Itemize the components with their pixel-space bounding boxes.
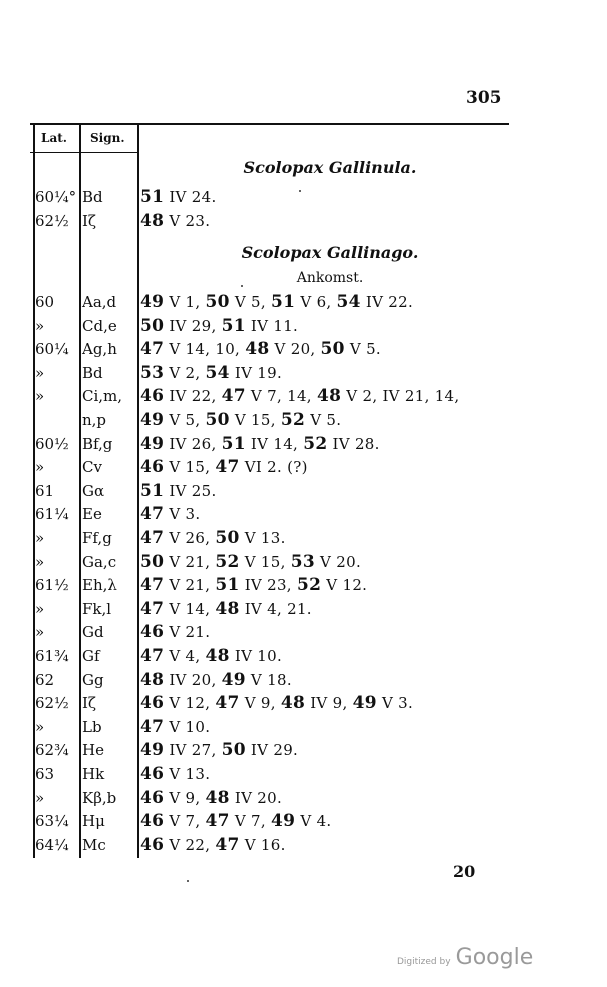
year-number: 52 (280, 410, 306, 430)
sign-cell: Gα (82, 481, 105, 500)
year-number: 50 (205, 410, 230, 430)
record-cell (140, 574, 367, 596)
date-text: IV 22. (360, 293, 414, 311)
date-text: V 6, (295, 293, 337, 311)
date-text: V 7, (229, 812, 272, 831)
year-number: 49 (140, 292, 165, 312)
record-cell (140, 362, 282, 384)
date-text: IV 11. (245, 316, 299, 335)
year-number: 46 (140, 811, 165, 832)
year-number: 46 (140, 693, 165, 714)
date-text: V 26, (164, 529, 216, 547)
year-number: 49 (140, 433, 165, 454)
record-cell (140, 480, 217, 502)
latitude-cell: » (35, 599, 45, 618)
record-cell (140, 315, 298, 337)
sign-cell: Iζ (82, 211, 97, 230)
year-number: 48 (140, 669, 165, 690)
sign-cell: Aa,d (82, 293, 117, 311)
year-number: 51 (140, 187, 165, 207)
digitized-watermark (397, 945, 533, 970)
record-cell (140, 834, 286, 856)
record-cell (140, 456, 308, 478)
year-number: 46 (140, 622, 165, 643)
year-number: 47 (140, 716, 165, 737)
record-cell (140, 385, 459, 407)
year-number: 50 (215, 528, 240, 548)
column-divider-right (137, 124, 139, 858)
date-text: V 2, (164, 363, 206, 382)
record-cell (140, 291, 413, 313)
year-number: 47 (221, 386, 246, 407)
year-number: 47 (140, 646, 165, 666)
sign-cell: Ci,m, (82, 387, 123, 406)
sign-cell: He (82, 741, 104, 760)
year-number: 46 (140, 787, 165, 808)
record-cell (140, 763, 210, 785)
date-text: V 5. (305, 411, 342, 429)
year-number: 46 (140, 386, 165, 407)
column-divider-middle (79, 124, 81, 858)
record-cell (140, 669, 292, 691)
date-text: V 14, 10, (164, 340, 246, 359)
sign-cell: Hμ (82, 812, 105, 831)
year-number: 53 (290, 551, 315, 572)
record-cell (140, 338, 381, 360)
date-text: V 4, (164, 647, 206, 665)
sign-cell: n,p (82, 411, 107, 429)
date-text: IV 23, (239, 576, 297, 595)
record-cell (140, 739, 298, 761)
date-text: V 2, IV 21, 14, (341, 387, 460, 406)
latitude-cell: 61 (35, 481, 55, 500)
section-subheading: Ankomst. (296, 270, 364, 286)
year-number: 51 (140, 480, 165, 501)
date-text: V 23. (164, 211, 211, 230)
date-text: V 20. (314, 552, 362, 571)
year-number: 53 (140, 362, 165, 383)
year-number: 50 (205, 292, 230, 312)
date-text: IV 4, 21. (239, 599, 312, 618)
signature-number: 20 (453, 862, 476, 881)
sign-cell: Cv (82, 458, 102, 477)
latitude-cell: 63¼ (35, 812, 69, 831)
sign-cell: Gd (82, 623, 104, 642)
latitude-cell: 63 (35, 765, 55, 783)
column-header-lat: Lat. (41, 131, 67, 145)
date-text: V 13. (239, 529, 286, 547)
latitude-cell: 60 (35, 293, 55, 311)
year-number: 48 (316, 386, 342, 407)
date-text: V 18. (245, 670, 292, 689)
sign-cell: Iζ (82, 694, 97, 713)
record-cell (140, 787, 282, 809)
date-text: V 5, (229, 293, 272, 311)
date-text: IV 22, (164, 387, 222, 406)
latitude-cell: 64¼ (35, 835, 69, 854)
year-number: 52 (303, 433, 328, 454)
date-text: V 10. (164, 717, 211, 736)
latitude-cell: 60¼° (35, 188, 77, 206)
year-number: 50 (140, 315, 165, 336)
date-text: V 5, (164, 411, 206, 429)
date-text: V 15, (164, 458, 216, 477)
date-text: V 13. (164, 765, 211, 783)
year-number: 54 (205, 362, 230, 383)
table-top-rule (30, 123, 509, 125)
sign-cell: Bf,g (82, 434, 113, 453)
year-number: 50 (221, 740, 246, 761)
record-cell (140, 210, 210, 232)
year-number: 48 (205, 646, 230, 666)
digitized-by-text: Digitized by (397, 957, 451, 967)
year-number: 49 (352, 693, 377, 714)
year-number: 51 (215, 575, 240, 596)
year-number: 47 (140, 339, 165, 360)
sign-cell: Ag,h (82, 340, 117, 359)
date-text: IV 28. (327, 434, 380, 453)
latitude-cell: 62¾ (35, 741, 69, 760)
sign-cell: Lb (82, 717, 102, 736)
date-text: V 1, (164, 293, 206, 311)
google-logo: Google (455, 945, 534, 970)
latitude-cell: » (35, 316, 45, 335)
record-cell (140, 433, 380, 455)
page-number: 305 (466, 88, 502, 108)
date-text: V 4. (295, 812, 332, 831)
date-text: IV 20. (229, 788, 283, 807)
date-text: V 3. (376, 694, 414, 713)
date-text: IV 20, (164, 670, 222, 689)
record-cell (140, 551, 361, 573)
year-number: 49 (140, 410, 165, 430)
year-number: 47 (215, 693, 240, 714)
latitude-cell: » (35, 387, 45, 406)
year-number: 49 (140, 740, 165, 761)
year-number: 49 (221, 669, 246, 690)
date-text: V 21, (164, 576, 216, 595)
date-text: IV 27, (164, 741, 222, 760)
latitude-cell: » (35, 458, 45, 477)
latitude-cell: 61¾ (35, 647, 69, 665)
sign-cell: Ee (82, 505, 102, 524)
year-number: 46 (140, 457, 165, 478)
year-number: 48 (280, 693, 306, 714)
year-number: 54 (336, 292, 361, 312)
year-number: 51 (271, 292, 296, 312)
latitude-cell: » (35, 552, 45, 571)
year-number: 47 (140, 528, 165, 548)
latitude-cell: » (35, 623, 45, 642)
latitude-cell: 62 (35, 670, 55, 689)
record-cell (140, 409, 341, 431)
sign-cell: Gg (82, 670, 104, 689)
record-cell (140, 810, 331, 832)
date-text: IV 10. (229, 647, 283, 665)
sign-cell: Cd,e (82, 316, 117, 335)
species-heading: Scolopax Gallinula. (243, 158, 417, 177)
latitude-cell: 61½ (35, 576, 69, 595)
year-number: 48 (205, 787, 230, 808)
date-text: IV 29, (164, 316, 222, 335)
latitude-cell: 61¼ (35, 505, 69, 524)
year-number: 51 (221, 315, 246, 336)
date-text: V 3. (164, 505, 201, 524)
speck (241, 285, 243, 287)
year-number: 49 (271, 811, 296, 832)
date-text: V 21. (164, 623, 211, 642)
latitude-cell: » (35, 529, 45, 547)
speck (299, 190, 301, 192)
date-text: IV 9, (305, 694, 353, 713)
latitude-cell: 62½ (35, 694, 69, 713)
sign-cell: Eh,λ (82, 576, 117, 595)
date-text: V 7, 14, (245, 387, 317, 406)
sign-cell: Hk (82, 765, 105, 783)
date-text: V 7, (164, 812, 206, 831)
record-cell (140, 186, 217, 208)
record-cell (140, 503, 200, 525)
sign-cell: Ga,c (82, 552, 117, 571)
sign-cell: Gf (82, 647, 100, 665)
date-text: V 9, (239, 694, 281, 713)
year-number: 47 (215, 834, 240, 855)
year-number: 47 (205, 811, 230, 832)
date-text: IV 25. (164, 481, 217, 500)
year-number: 50 (140, 551, 165, 572)
date-text: V 14, (164, 599, 216, 618)
sign-cell: Ff,g (82, 529, 112, 547)
year-number: 46 (140, 764, 165, 784)
record-cell (140, 527, 286, 549)
date-text: V 21, (164, 552, 216, 571)
record-cell (140, 645, 282, 667)
year-number: 47 (140, 598, 165, 619)
sign-cell: Bd (82, 188, 103, 206)
date-text: IV 29. (245, 741, 299, 760)
year-number: 48 (140, 210, 165, 231)
date-text: V 12, (164, 694, 216, 713)
year-number: 48 (215, 598, 240, 619)
record-cell (140, 716, 210, 738)
record-cell (140, 621, 210, 643)
date-text: IV 19. (229, 363, 283, 382)
date-text: V 5. (344, 340, 381, 359)
year-number: 51 (221, 433, 246, 454)
year-number: 46 (140, 834, 165, 855)
year-number: 47 (215, 457, 240, 478)
date-text: VI 2. (?) (239, 458, 308, 477)
date-text: V 15, (229, 411, 281, 429)
date-text: V 9, (164, 788, 206, 807)
year-number: 47 (140, 504, 165, 525)
header-rule (30, 152, 137, 153)
date-text: IV 26, (164, 434, 222, 453)
latitude-cell: 60¼ (35, 340, 69, 359)
date-text: V 15, (239, 552, 291, 571)
latitude-cell: 60½ (35, 434, 69, 453)
latitude-cell: » (35, 788, 45, 807)
latitude-cell: » (35, 363, 45, 382)
latitude-cell: 62½ (35, 211, 69, 230)
date-text: V 22, (164, 835, 216, 854)
record-cell (140, 692, 413, 714)
year-number: 48 (245, 339, 270, 360)
species-heading: Scolopax Gallinago. (241, 243, 419, 262)
date-text: V 16. (239, 835, 286, 854)
sign-cell: Mc (82, 835, 106, 854)
year-number: 47 (140, 575, 165, 596)
date-text: V 12. (321, 576, 368, 595)
year-number: 50 (320, 339, 345, 360)
sign-cell: Fk,l (82, 599, 112, 618)
sign-cell: Bd (82, 363, 103, 382)
sign-cell: Kβ,b (82, 788, 117, 807)
speck (187, 880, 189, 882)
date-text: IV 14, (245, 434, 304, 453)
date-text: IV 24. (164, 188, 217, 206)
column-header-sign: Sign. (90, 131, 125, 145)
year-number: 52 (215, 551, 240, 572)
date-text: V 20, (269, 340, 321, 359)
record-cell (140, 598, 312, 620)
latitude-cell: » (35, 717, 45, 736)
year-number: 52 (296, 575, 322, 596)
